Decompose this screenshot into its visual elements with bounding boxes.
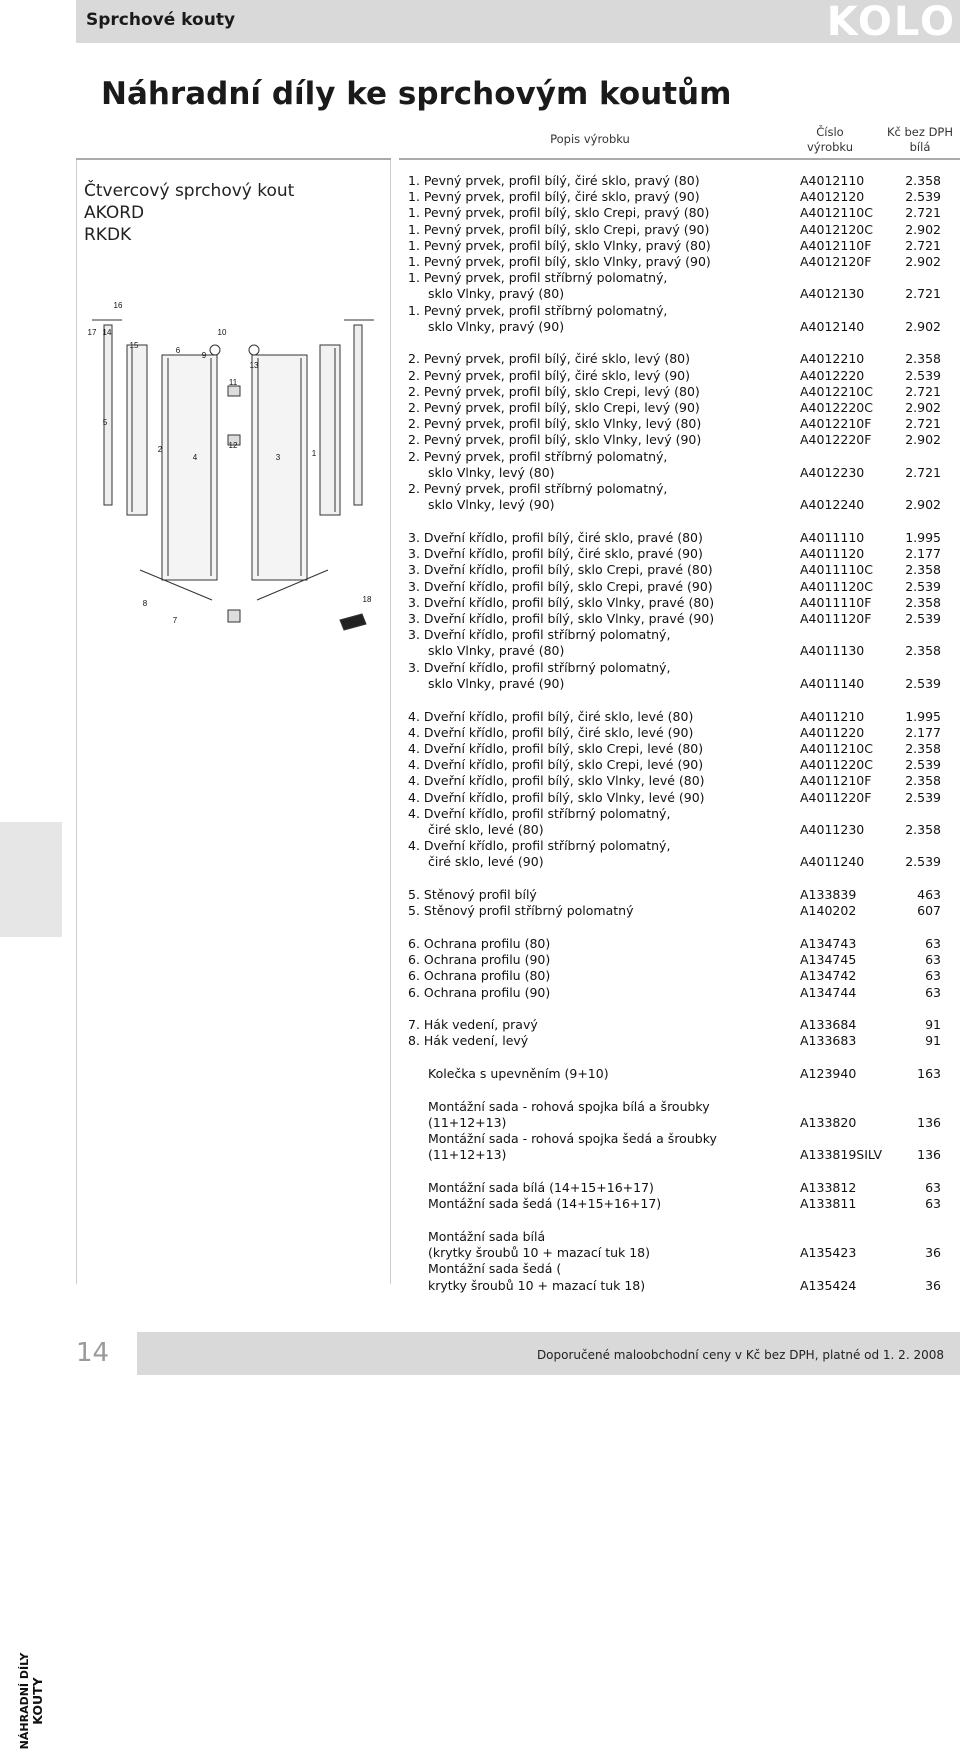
- table-row: [0, 822, 960, 838]
- row-price: 2.539: [905, 189, 941, 204]
- row-code: A4011120F: [800, 611, 872, 626]
- row-description: 2. Pevný prvek, profil bílý, sklo Vlnky, levý (90): [408, 432, 702, 447]
- row-code: A4012120C: [800, 222, 873, 237]
- row-code: A4011210C: [800, 741, 873, 756]
- row-description: 8. Hák vedení, levý: [408, 1033, 529, 1048]
- table-row: [0, 741, 960, 757]
- row-price: 2.177: [905, 725, 941, 740]
- row-code: A4011230: [800, 822, 865, 837]
- row-price: 607: [917, 903, 941, 918]
- table-row: [0, 725, 960, 741]
- row-price: 2.539: [905, 611, 941, 626]
- row-description: sklo Vlnky, levý (80): [428, 465, 555, 480]
- row-description: 6. Ochrana profilu (90): [408, 985, 551, 1000]
- table-row: [0, 481, 960, 497]
- part-label-10: 10: [217, 328, 227, 337]
- table-row: [0, 1245, 960, 1261]
- section-title: Sprchové kouty: [86, 10, 236, 30]
- column-header-code-line1: Číslo: [816, 125, 844, 139]
- row-code: A123940: [800, 1066, 857, 1081]
- row-description: 1. Pevný prvek, profil bílý, sklo Vlnky, pravý (80): [408, 238, 711, 253]
- table-row: [0, 1261, 960, 1277]
- row-description: Montážní sada bílá (14+15+16+17): [428, 1180, 654, 1195]
- row-price: 2.902: [905, 432, 941, 447]
- table-row: [0, 985, 960, 1001]
- table-row: [0, 660, 960, 676]
- row-description: 6. Ochrana profilu (80): [408, 968, 551, 983]
- row-description: sklo Vlnky, pravé (80): [428, 643, 565, 658]
- row-code: A135424: [800, 1278, 857, 1293]
- table-row: [0, 627, 960, 643]
- table-row: [0, 530, 960, 546]
- part-label-13: 13: [249, 361, 259, 370]
- row-description: (11+12+13): [428, 1115, 507, 1130]
- row-code: A4011210F: [800, 773, 872, 788]
- page-number: 14: [76, 1338, 110, 1368]
- part-label-1: 1: [311, 449, 317, 458]
- row-description: 3. Dveřní křídlo, profil bílý, čiré sklo, pravé (80): [408, 530, 703, 545]
- row-code: A4011120C: [800, 579, 873, 594]
- row-description: sklo Vlnky, levý (90): [428, 497, 555, 512]
- column-header-description: Popis výrobku: [550, 132, 630, 146]
- row-code: A4012220C: [800, 400, 873, 415]
- table-row: [0, 270, 960, 286]
- table-row: [0, 773, 960, 789]
- row-code: A4012140: [800, 319, 865, 334]
- row-code: A4011110C: [800, 562, 873, 577]
- table-row: [0, 1131, 960, 1147]
- row-price: 2.539: [905, 676, 941, 691]
- row-price: 2.539: [905, 757, 941, 772]
- row-price: 2.902: [905, 222, 941, 237]
- row-description: 2. Pevný prvek, profil bílý, sklo Vlnky, levý (80): [408, 416, 702, 431]
- page-title: Náhradní díly ke sprchovým koutům: [101, 76, 732, 112]
- header-rule-left: [76, 158, 391, 160]
- row-price: 2.358: [905, 595, 941, 610]
- table-row: [0, 189, 960, 205]
- row-code: A133820: [800, 1115, 857, 1130]
- header-rule: [399, 158, 960, 160]
- row-description: 1. Pevný prvek, profil stříbrný polomatný,: [408, 303, 668, 318]
- row-code: A134744: [800, 985, 857, 1000]
- row-price: 2.358: [905, 562, 941, 577]
- row-description: Montážní sada bílá: [428, 1229, 546, 1244]
- side-tab-line1: NÁHRADNÍ DÍLY: [18, 1652, 31, 1749]
- table-row: [0, 936, 960, 952]
- row-code: A4012210C: [800, 384, 873, 399]
- table-row: [0, 1115, 960, 1131]
- row-code: A134745: [800, 952, 857, 967]
- column-header-code: [790, 125, 870, 155]
- row-price: 1.995: [905, 709, 941, 724]
- row-code: A140202: [800, 903, 857, 918]
- row-price: 2.358: [905, 173, 941, 188]
- column-header-price-line2: bílá: [909, 140, 931, 154]
- brand-logo: KOLO: [826, 0, 956, 45]
- table-row: [0, 205, 960, 221]
- side-tab: [0, 822, 62, 1749]
- row-price: 36: [925, 1278, 941, 1293]
- table-row: [0, 1229, 960, 1245]
- row-description: 3. Dveřní křídlo, profil bílý, sklo Crepi, pravé (80): [408, 562, 713, 577]
- row-description: 1. Pevný prvek, profil bílý, čiré sklo, pravý (80): [408, 173, 700, 188]
- row-description: sklo Vlnky, pravý (80): [428, 286, 565, 301]
- row-description: Kolečka s upevněním (9+10): [428, 1066, 609, 1081]
- row-code: A133839: [800, 887, 857, 902]
- part-label-3: 3: [275, 453, 281, 462]
- part-label-6: 6: [175, 346, 181, 355]
- row-code: A4011220F: [800, 790, 872, 805]
- row-description: čiré sklo, levé (90): [428, 854, 544, 869]
- row-description: 6. Ochrana profilu (90): [408, 952, 551, 967]
- row-description: Montážní sada šedá (: [428, 1261, 562, 1276]
- row-description: 3. Dveřní křídlo, profil bílý, čiré sklo, pravé (90): [408, 546, 703, 561]
- row-description: Montážní sada - rohová spojka šedá a šroubky: [428, 1131, 717, 1146]
- row-price: 2.721: [905, 238, 941, 253]
- row-code: A4011220: [800, 725, 865, 740]
- table-row: [0, 1278, 960, 1294]
- row-price: 2.721: [905, 384, 941, 399]
- row-code: A4012110: [800, 173, 865, 188]
- row-price: 2.539: [905, 579, 941, 594]
- row-description: 4. Dveřní křídlo, profil bílý, sklo Vlnky, levé (80): [408, 773, 705, 788]
- table-row: [0, 887, 960, 903]
- table-row: [0, 611, 960, 627]
- table-row: [0, 1196, 960, 1212]
- row-description: 4. Dveřní křídlo, profil bílý, sklo Crepi, levé (80): [408, 741, 704, 756]
- row-code: A4011110: [800, 530, 865, 545]
- table-row: [0, 238, 960, 254]
- row-code: A4011130: [800, 643, 865, 658]
- row-price: 2.721: [905, 416, 941, 431]
- table-row: [0, 497, 960, 513]
- side-tab-line2: KOUTY: [30, 1677, 45, 1725]
- table-row: [0, 643, 960, 659]
- row-code: A4012210F: [800, 416, 872, 431]
- part-label-12: 12: [228, 441, 238, 450]
- row-description: 2. Pevný prvek, profil stříbrný polomatný,: [408, 481, 668, 496]
- column-header-price-line1: Kč bez DPH: [886, 125, 954, 139]
- row-description: Montážní sada - rohová spojka bílá a šroubky: [428, 1099, 710, 1114]
- row-code: A133811: [800, 1196, 857, 1211]
- row-code: A4011140: [800, 676, 865, 691]
- row-price: 63: [925, 1180, 941, 1195]
- row-price: 2.902: [905, 319, 941, 334]
- row-price: 2.721: [905, 286, 941, 301]
- column-header-code-line2: výrobku: [806, 140, 854, 154]
- row-description: Montážní sada šedá (14+15+16+17): [428, 1196, 662, 1211]
- table-row: [0, 903, 960, 919]
- row-description: sklo Vlnky, pravé (90): [428, 676, 565, 691]
- table-row: [0, 1017, 960, 1033]
- row-price: 63: [925, 1196, 941, 1211]
- product-name-line1: Čtvercový sprchový kout: [84, 181, 295, 201]
- table-row: [0, 952, 960, 968]
- row-price: 91: [925, 1033, 941, 1048]
- row-price: 2.358: [905, 773, 941, 788]
- part-label-14: 14: [102, 328, 112, 337]
- row-price: 2.358: [905, 822, 941, 837]
- part-label-11: 11: [228, 378, 238, 387]
- row-code: A133819SILV: [800, 1147, 883, 1162]
- row-price: 63: [925, 936, 941, 951]
- table-row: [0, 254, 960, 270]
- row-price: 1.995: [905, 530, 941, 545]
- row-description: 4. Dveřní křídlo, profil stříbrný polomatný,: [408, 806, 671, 821]
- row-code: A134743: [800, 936, 857, 951]
- row-price: 2.721: [905, 205, 941, 220]
- row-description: 2. Pevný prvek, profil bílý, sklo Crepi, levý (90): [408, 400, 700, 415]
- row-code: A4012110F: [800, 238, 872, 253]
- table-row: [0, 1033, 960, 1049]
- part-label-8: 8: [142, 599, 148, 608]
- table-row: [0, 432, 960, 448]
- row-price: 2.902: [905, 254, 941, 269]
- table-row: [0, 968, 960, 984]
- row-description: 1. Pevný prvek, profil bílý, sklo Crepi, pravý (80): [408, 205, 710, 220]
- table-row: [0, 595, 960, 611]
- row-price: 136: [917, 1115, 941, 1130]
- table-row: [0, 676, 960, 692]
- row-description: čiré sklo, levé (80): [428, 822, 544, 837]
- table-row: [0, 416, 960, 432]
- row-price: 2.721: [905, 465, 941, 480]
- row-price: 2.539: [905, 854, 941, 869]
- part-label-9: 9: [201, 351, 207, 360]
- row-price: 2.902: [905, 497, 941, 512]
- row-price: 63: [925, 952, 941, 967]
- table-row: [0, 806, 960, 822]
- row-description: 3. Dveřní křídlo, profil bílý, sklo Crepi, pravé (90): [408, 579, 713, 594]
- row-price: 2.358: [905, 351, 941, 366]
- row-code: A4012120F: [800, 254, 872, 269]
- row-price: 2.539: [905, 368, 941, 383]
- row-description: 2. Pevný prvek, profil bílý, sklo Crepi, levý (80): [408, 384, 700, 399]
- row-code: A4012110C: [800, 205, 873, 220]
- row-description: 3. Dveřní křídlo, profil bílý, sklo Vlnky, pravé (80): [408, 595, 715, 610]
- row-price: 36: [925, 1245, 941, 1260]
- row-code: A135423: [800, 1245, 857, 1260]
- table-row: [0, 351, 960, 367]
- table-row: [0, 303, 960, 319]
- column-header-price: [880, 125, 960, 155]
- table-row: [0, 1147, 960, 1163]
- row-description: 1. Pevný prvek, profil bílý, sklo Crepi, pravý (90): [408, 222, 710, 237]
- row-code: A133684: [800, 1017, 857, 1032]
- table-row: [0, 709, 960, 725]
- row-price: 136: [917, 1147, 941, 1162]
- table-row: [0, 368, 960, 384]
- table-row: [0, 757, 960, 773]
- row-description: krytky šroubů 10 + mazací tuk 18): [428, 1278, 646, 1293]
- row-description: 4. Dveřní křídlo, profil bílý, čiré sklo, levé (90): [408, 725, 694, 740]
- table-row: [0, 546, 960, 562]
- row-code: A4012220F: [800, 432, 872, 447]
- row-description: 2. Pevný prvek, profil stříbrný polomatný,: [408, 449, 668, 464]
- row-description: 4. Dveřní křídlo, profil bílý, čiré sklo, levé (80): [408, 709, 694, 724]
- footer-note: Doporučené maloobchodní ceny v Kč bez DPH, platné od 1. 2. 2008: [536, 1348, 944, 1362]
- part-label-16: 16: [113, 301, 123, 310]
- row-price: 91: [925, 1017, 941, 1032]
- row-code: A4012210: [800, 351, 865, 366]
- row-price: 2.358: [905, 741, 941, 756]
- row-code: A4012230: [800, 465, 865, 480]
- part-label-17: 17: [87, 328, 97, 337]
- table-row: [0, 1099, 960, 1115]
- product-name-line3: RKDK: [84, 225, 132, 245]
- part-label-2: 2: [157, 445, 163, 454]
- row-description: 1. Pevný prvek, profil bílý, sklo Vlnky, pravý (90): [408, 254, 711, 269]
- row-code: A4011210: [800, 709, 865, 724]
- row-description: 6. Ochrana profilu (80): [408, 936, 551, 951]
- row-description: (krytky šroubů 10 + mazací tuk 18): [428, 1245, 651, 1260]
- section-header-bar: [76, 0, 960, 43]
- row-description: (11+12+13): [428, 1147, 507, 1162]
- row-price: 63: [925, 985, 941, 1000]
- row-description: 4. Dveřní křídlo, profil bílý, sklo Crepi, levé (90): [408, 757, 704, 772]
- row-code: A134742: [800, 968, 857, 983]
- table-row: [0, 854, 960, 870]
- row-description: 4. Dveřní křídlo, profil stříbrný polomatný,: [408, 838, 671, 853]
- table-row: [0, 1180, 960, 1196]
- row-description: 5. Stěnový profil stříbrný polomatný: [408, 903, 634, 918]
- row-code: A133683: [800, 1033, 857, 1048]
- row-price: 463: [917, 887, 941, 902]
- table-row: [0, 790, 960, 806]
- row-price: 2.358: [905, 643, 941, 658]
- table-row: [0, 286, 960, 302]
- row-price: 2.539: [905, 790, 941, 805]
- table-row: [0, 173, 960, 189]
- table-row: [0, 319, 960, 335]
- product-name-line2: AKORD: [84, 203, 145, 223]
- table-row: [0, 562, 960, 578]
- part-label-5: 5: [102, 418, 108, 427]
- row-price: 163: [917, 1066, 941, 1081]
- row-code: A4012120: [800, 189, 865, 204]
- row-description: 2. Pevný prvek, profil bílý, čiré sklo, levý (90): [408, 368, 690, 383]
- row-description: 2. Pevný prvek, profil bílý, čiré sklo, levý (80): [408, 351, 690, 366]
- table-row: [0, 579, 960, 595]
- row-price: 2.177: [905, 546, 941, 561]
- row-description: 3. Dveřní křídlo, profil stříbrný polomatný,: [408, 627, 671, 642]
- row-description: 5. Stěnový profil bílý: [408, 887, 537, 902]
- table-row: [0, 465, 960, 481]
- table-row: [0, 838, 960, 854]
- row-code: A4011240: [800, 854, 865, 869]
- row-code: A4011110F: [800, 595, 872, 610]
- table-row: [0, 384, 960, 400]
- row-code: A4012220: [800, 368, 865, 383]
- part-label-18: 18: [362, 595, 372, 604]
- row-description: 4. Dveřní křídlo, profil bílý, sklo Vlnky, levé (90): [408, 790, 705, 805]
- row-code: A133812: [800, 1180, 857, 1195]
- part-label-7: 7: [172, 616, 178, 625]
- row-description: 7. Hák vedení, pravý: [408, 1017, 538, 1032]
- row-description: sklo Vlnky, pravý (90): [428, 319, 565, 334]
- table-row: [0, 400, 960, 416]
- part-label-15: 15: [129, 341, 139, 350]
- row-description: 3. Dveřní křídlo, profil stříbrný polomatný,: [408, 660, 671, 675]
- row-description: 1. Pevný prvek, profil stříbrný polomatný,: [408, 270, 668, 285]
- side-tab-text: [18, 1653, 44, 1749]
- row-price: 2.902: [905, 400, 941, 415]
- row-code: A4011220C: [800, 757, 873, 772]
- footer-bar: [137, 1332, 960, 1375]
- row-description: 1. Pevný prvek, profil bílý, čiré sklo, pravý (90): [408, 189, 700, 204]
- row-code: A4012240: [800, 497, 865, 512]
- part-label-4: 4: [192, 453, 198, 462]
- row-description: 3. Dveřní křídlo, profil bílý, sklo Vlnky, pravé (90): [408, 611, 715, 626]
- table-row: [0, 1066, 960, 1082]
- row-price: 63: [925, 968, 941, 983]
- row-code: A4012130: [800, 286, 865, 301]
- table-row: [0, 449, 960, 465]
- row-code: A4011120: [800, 546, 865, 561]
- table-row: [0, 222, 960, 238]
